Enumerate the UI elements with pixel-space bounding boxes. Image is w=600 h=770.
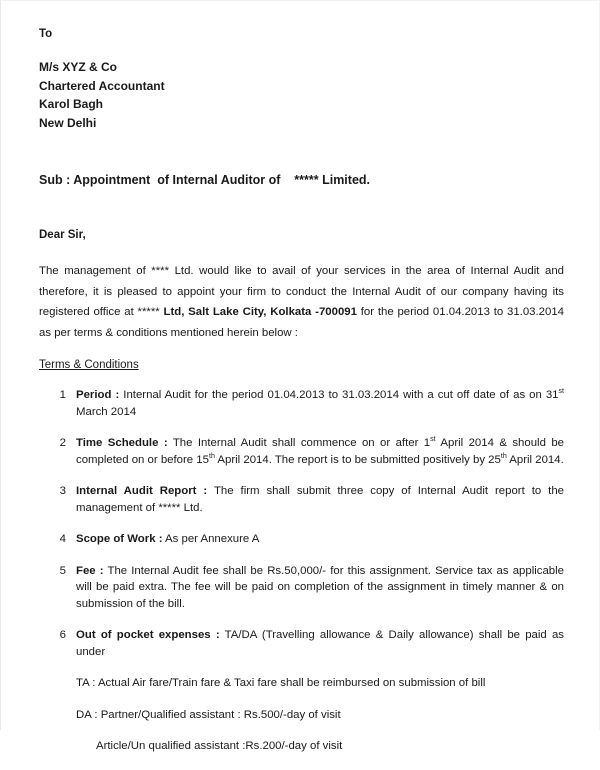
term-title: Period : bbox=[76, 389, 120, 401]
term-item-scope-of-work bbox=[39, 531, 564, 548]
body-part-2: for the period 01.04.2013 to 31.03.2014 as per terms & conditions mentioned herein below : bbox=[39, 306, 565, 339]
term-text-a: The Internal Audit fee shall be Rs.50,000/- for this assignment. Service tax as applicable will be paid extra. The fee will be paid on completion of the assignment in timely manner & on submission of the bill. bbox=[76, 564, 564, 610]
body-bold-address: Ltd, Salt Lake City, Kolkata -700091 bbox=[163, 306, 357, 318]
term-item-time-schedule bbox=[39, 435, 564, 468]
terms-list bbox=[39, 387, 564, 660]
allowance-line-da: DA : Partner/Qualified assistant : Rs.500/-day of visit bbox=[76, 708, 341, 721]
addressee-line-4: New Delhi bbox=[39, 115, 97, 130]
body-paragraph bbox=[39, 261, 564, 343]
term-title: Scope of Work : bbox=[76, 533, 163, 545]
addressee-line-1: M/s XYZ & Co bbox=[39, 60, 118, 74]
addressee-line-2: Chartered Accountant bbox=[39, 78, 165, 93]
to-label: To bbox=[39, 28, 53, 40]
term-text-d: April 2014. bbox=[506, 453, 564, 466]
term-title: Time Schedule : bbox=[76, 437, 168, 449]
term-title: Out of pocket expenses : bbox=[76, 629, 220, 641]
term-text-c: April 2014. The report is to be submitted positively by 25 bbox=[214, 453, 501, 466]
term-text-a: TA/DA (Travelling allowance & Daily allowance) shall be paid as under bbox=[76, 629, 564, 658]
term-text-b: April 2014 & should be completed on or before 15 bbox=[76, 437, 564, 466]
allowance-line-article: Article/Un qualified assistant :Rs.200/-day of visit bbox=[96, 740, 343, 752]
term-number: 6 bbox=[59, 629, 66, 641]
addressee-line-3: Karol Bagh bbox=[39, 97, 104, 111]
term-title: Internal Audit Report : bbox=[76, 485, 208, 497]
term-text-a: As per Annexure A bbox=[162, 533, 260, 545]
term-item-audit-report bbox=[39, 483, 564, 516]
term-item-out-of-pocket-expenses bbox=[39, 627, 564, 660]
allowance-line-ta: TA : Actual Air fare/Train fare & Taxi fare shall be reimbursed on submission of bill bbox=[76, 677, 486, 689]
term-superscript-a: st bbox=[558, 388, 565, 396]
subject-line: Sub : Appointment of Internal Auditor of ***** Limited. bbox=[39, 173, 371, 187]
document-content bbox=[39, 27, 564, 770]
term-number: 2 bbox=[59, 437, 66, 449]
body-part-1: The management of **** Ltd. would like to avail of your services in the area of Internal Audit and therefore, it is pleased to appoint your firm to conduct the Internal Audit of our company having its registered office at ***** bbox=[39, 265, 564, 318]
term-item-fee bbox=[39, 563, 564, 613]
addressee-block bbox=[39, 58, 564, 132]
term-number: 1 bbox=[59, 389, 66, 401]
term-number: 4 bbox=[59, 533, 66, 545]
term-number: 5 bbox=[59, 564, 66, 577]
term-text-a: The firm shall submit three copy of Internal Audit report to the management of ***** Ltd. bbox=[76, 485, 564, 514]
term-superscript-b: th bbox=[208, 452, 215, 460]
term-item-period bbox=[39, 387, 564, 420]
term-number: 3 bbox=[59, 485, 66, 497]
term-superscript-a: st bbox=[430, 436, 436, 444]
term-superscript-c: th bbox=[500, 452, 507, 460]
term-text-a: The Internal Audit shall commence on or after 1 bbox=[167, 437, 431, 449]
term-text-a: Internal Audit for the period 01.04.2013 to 31.03.2014 with a cut off date of as on 31 bbox=[119, 389, 559, 401]
terms-heading: Terms & Conditions bbox=[39, 359, 139, 371]
term-text-b: March 2014 bbox=[76, 405, 137, 418]
salutation: Dear Sir, bbox=[39, 229, 86, 241]
term-title: Fee : bbox=[76, 564, 104, 577]
